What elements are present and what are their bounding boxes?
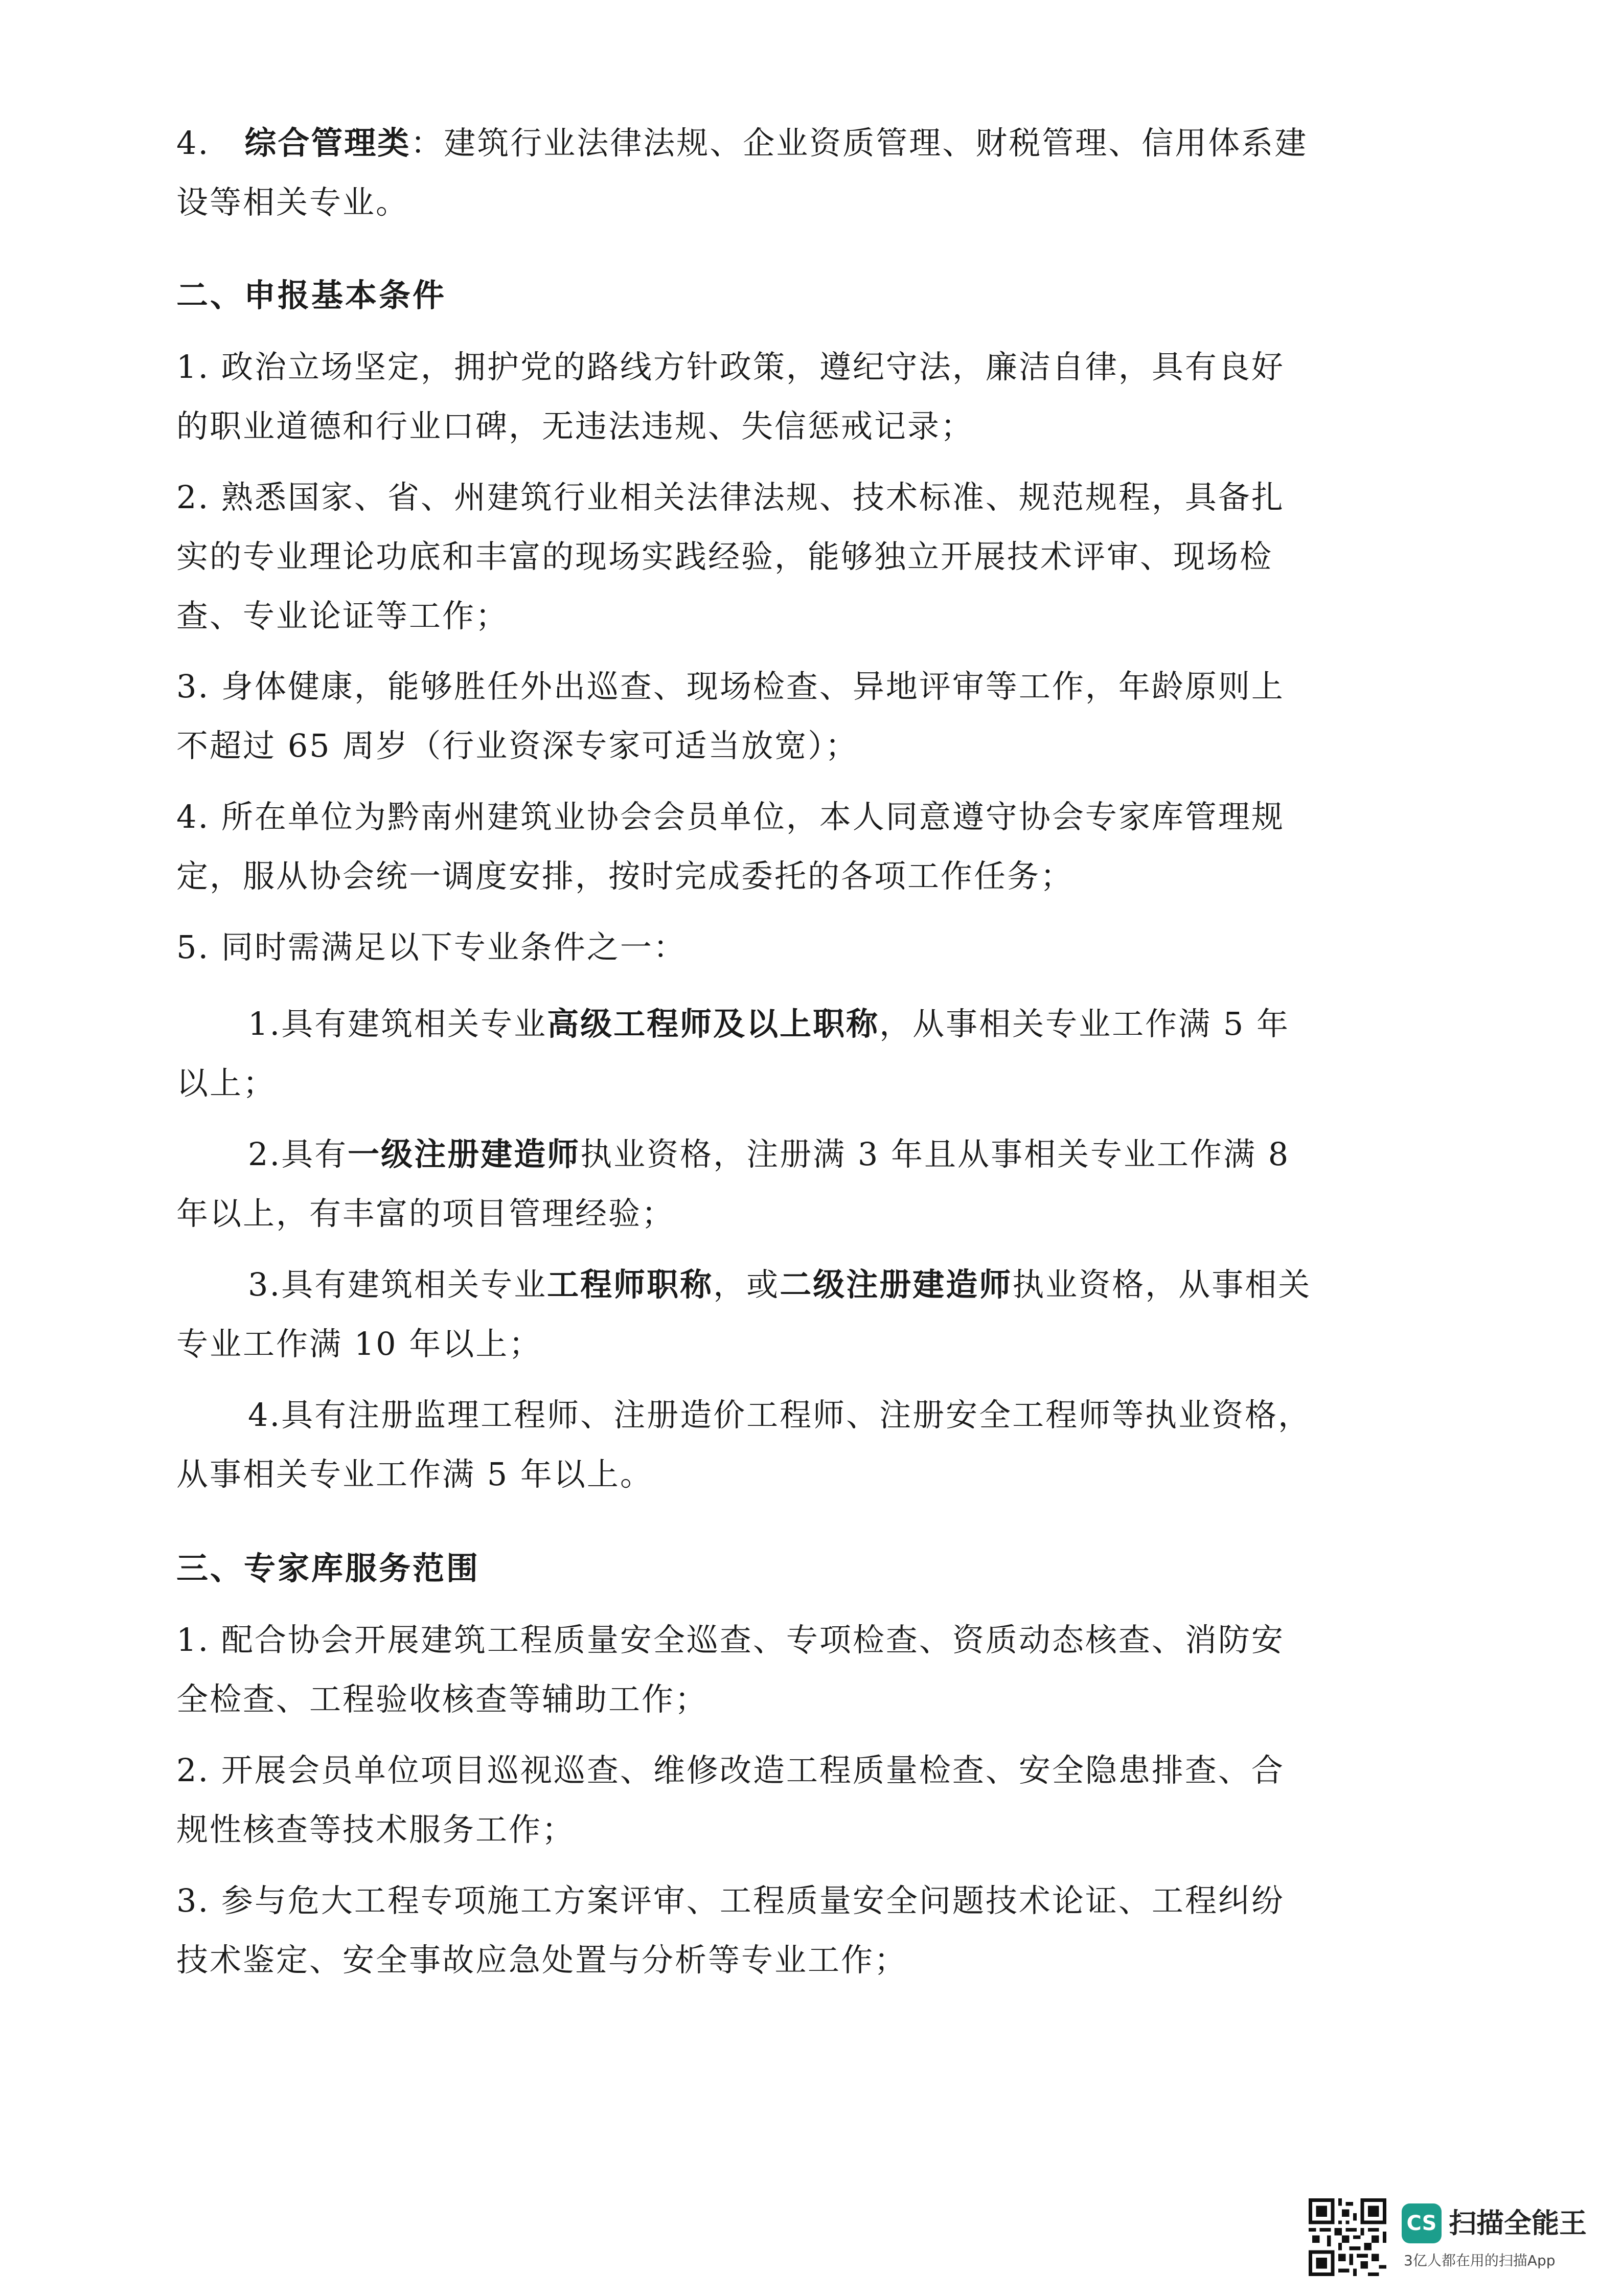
professional-condition-1: 1.具有建筑相关专业高级工程师及以上职称，从事相关专业工作满 5 年 以上； — [176, 1005, 1290, 1102]
emphasis: 一级注册建造师 — [348, 1135, 581, 1173]
service-item-1: 1. 配合协会开展建筑工程质量安全巡查、专项检查、资质动态核查、消防安 全检查、工程验收核查等辅助工作； — [176, 1621, 1285, 1718]
section-heading-service-scope: 三、专家库服务范围 — [176, 1550, 481, 1587]
emphasis: 二级注册建造师 — [780, 1266, 1013, 1303]
requirement-2: 2. 熟悉国家、省、州建筑行业相关法律法规、技术标准、规范规程，具备扎 实的专业理论功底和丰富的现场实践经验，能够独立开展技术评审、现场检 查、专业论证等工作； — [176, 479, 1285, 634]
item-text: ：建筑行业法律法规、企业资质管理、财税管理、信用体系建 — [410, 124, 1308, 162]
mgmt-item-4 — [176, 113, 1413, 232]
professional-condition-4: 4.具有注册监理工程师、注册造价工程师、注册安全工程师等执业资格， 从事相关专业工作满 5 年以上。 — [176, 1396, 1312, 1493]
item-number: 4. — [176, 124, 210, 162]
service-item-2: 2. 开展会员单位项目巡视巡查、维修改造工程质量检查、安全隐患排查、合 规性核查等技术服务工作； — [176, 1752, 1285, 1848]
requirement-4: 4. 所在单位为黔南州建筑业协会会员单位，本人同意遵守协会专家库管理规 定，服从协会统一调度安排，按时完成委托的各项工作任务； — [176, 798, 1285, 895]
requirement-3: 3. 身体健康，能够胜任外出巡查、现场检查、异地评审等工作，年龄原则上 不超过 65 周岁（行业资深专家可适当放宽）； — [176, 668, 1285, 764]
emphasis: 高级工程师及以上职称 — [547, 1005, 880, 1042]
item-title: 综合管理类 — [244, 124, 411, 162]
professional-condition-3: 3.具有建筑相关专业工程师职称，或二级注册建造师执业资格，从事相关 专业工作满 10 年以上； — [176, 1266, 1312, 1362]
scanner-watermark — [1309, 2198, 1595, 2290]
watermark-tagline: 3亿人都在用的扫描App — [1404, 2252, 1556, 2269]
watermark-brand: 扫描全能王 — [1449, 2207, 1587, 2239]
camscanner-logo: CS — [1402, 2203, 1442, 2243]
section-heading-requirements: 二、申报基本条件 — [176, 277, 447, 314]
service-item-3: 3. 参与危大工程专项施工方案评审、工程质量安全问题技术论证、工程纠纷 技术鉴定、安全事故应急处置与分析等专业工作； — [176, 1882, 1285, 1979]
emphasis: 工程师职称 — [547, 1266, 714, 1303]
professional-condition-2: 2.具有一级注册建造师执业资格，注册满 3 年且从事相关专业工作满 8 年以上，有丰富的项目管理经验； — [176, 1135, 1290, 1232]
qr-code-icon — [1309, 2198, 1386, 2276]
requirement-5: 5. 同时需满足以下专业条件之一： — [176, 928, 687, 966]
requirement-1: 1. 政治立场坚定，拥护党的路线方针政策，遵纪守法，廉洁自律，具有良好 的职业道德和行业口碑，无违法违规、失信惩戒记录； — [176, 348, 1285, 445]
item-text: 设等相关专业。 — [176, 184, 409, 221]
